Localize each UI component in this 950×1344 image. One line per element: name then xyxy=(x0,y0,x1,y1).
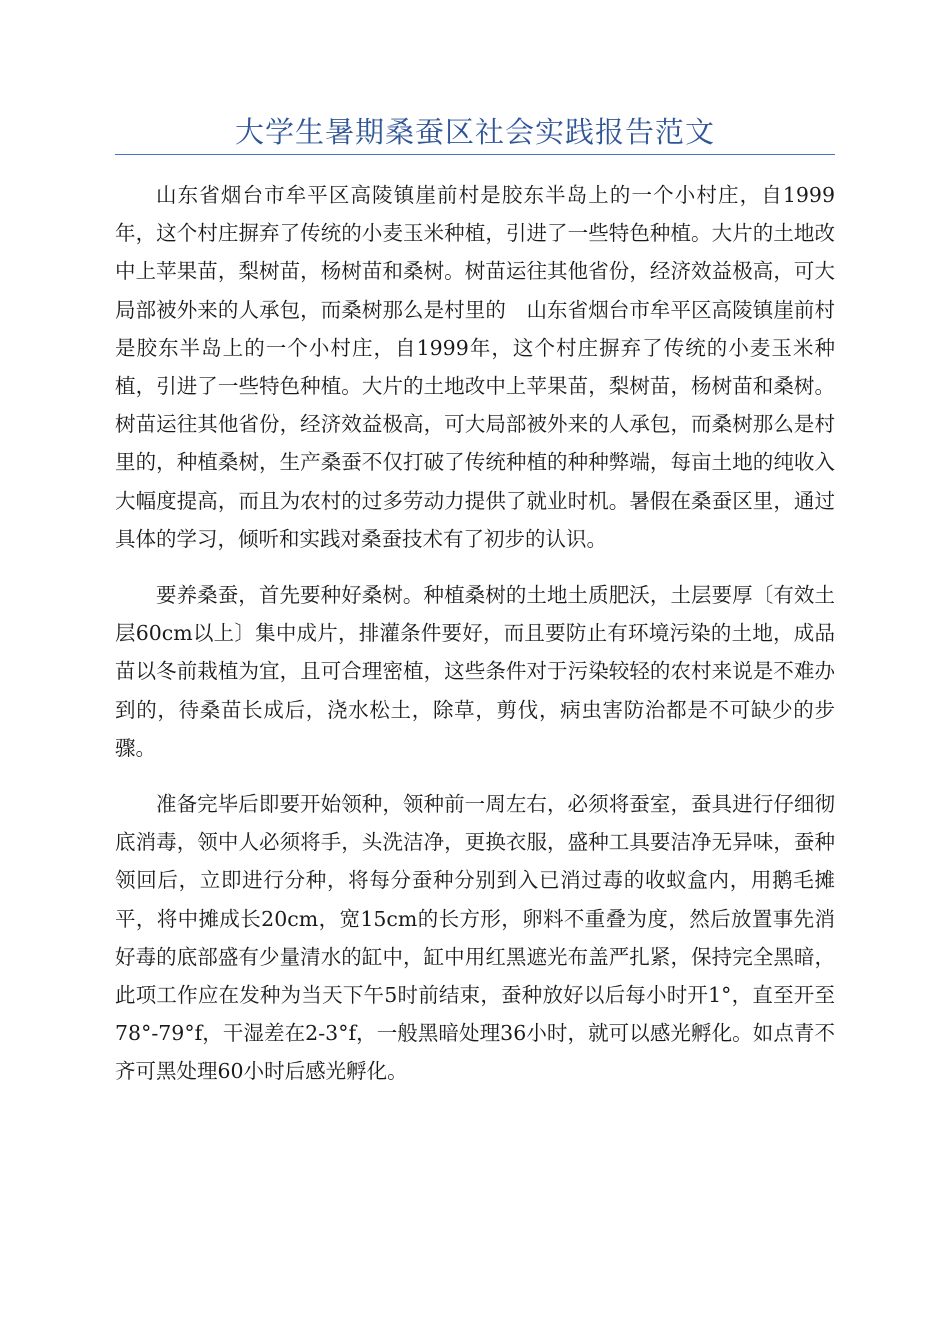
paragraph-2: 要养桑蚕，首先要种好桑树。种植桑树的土地土质肥沃，土层要厚〔有效土层60cm以上〕集中成片，排灌条件要好，而且要防止有环境污染的土地，成品苗以冬前栽植为宜，且可合理密植，这些条件对于污染较轻的农村来说是不难办到的，待桑苗长成后，浇水松土，除草，剪伐，病虫害防治都是不可缺少的步骤。 xyxy=(115,583,835,760)
title-underline xyxy=(115,154,835,155)
paragraph-1: 山东省烟台市牟平区高陵镇崖前村是胶东半岛上的一个小村庄，自1999年，这个村庄摒弃了传统的小麦玉米种植，引进了一些特色种植。大片的土地改中上苹果苗，梨树苗，杨树苗和桑树。树苗运往其他省份，经济效益极高，可大局部被外来的人承包，而桑树那么是村里的 山东省烟台市牟平区高陵镇崖前村是胶东半岛上的一个小村庄，自1999年，这个村庄摒弃了传统的小麦玉米种植，引进了一些特色种植。大片的土地改中上苹果苗，梨树苗，杨树苗和桑树。树苗运往其他省份，经济效益极高，可大局部被外来的人承包，而桑树那么是村里的，种植桑树，生产桑蚕不仅打破了传统种植的种种弊端，每亩土地的纯收入大幅度提高，而且为农村的过多劳动力提供了就业时机。暑假在桑蚕区里，通过具体的学习，倾听和实践对桑蚕技术有了初步的认识。 xyxy=(115,183,835,551)
document-body xyxy=(115,176,835,1109)
page-title: 大学生暑期桑蚕区社会实践报告范文 xyxy=(234,115,715,149)
paragraph-3: 准备完毕后即要开始领种，领种前一周左右，必须将蚕室，蚕具进行仔细彻底消毒，领中人必须将手，头洗洁净，更换衣服，盛种工具要洁净无异味，蚕种领回后，立即进行分种，将每分蚕种分别到入已消过毒的收蚁盒内，用鹅毛摊平，将中摊成长20cm，宽15cm的长方形，卵料不重叠为度，然后放置事先消好毒的底部盛有少量清水的缸中，缸中用红黑遮光布盖严扎紧，保持完全黑暗，此项工作应在发种为当天下午5时前结束，蚕种放好以后每小时开1°，直至开至78°-79°f，干湿差在2-3°f，一般黑暗处理36小时，就可以感光孵化。如点青不齐可黑处理60小时后感光孵化。 xyxy=(115,792,835,1084)
